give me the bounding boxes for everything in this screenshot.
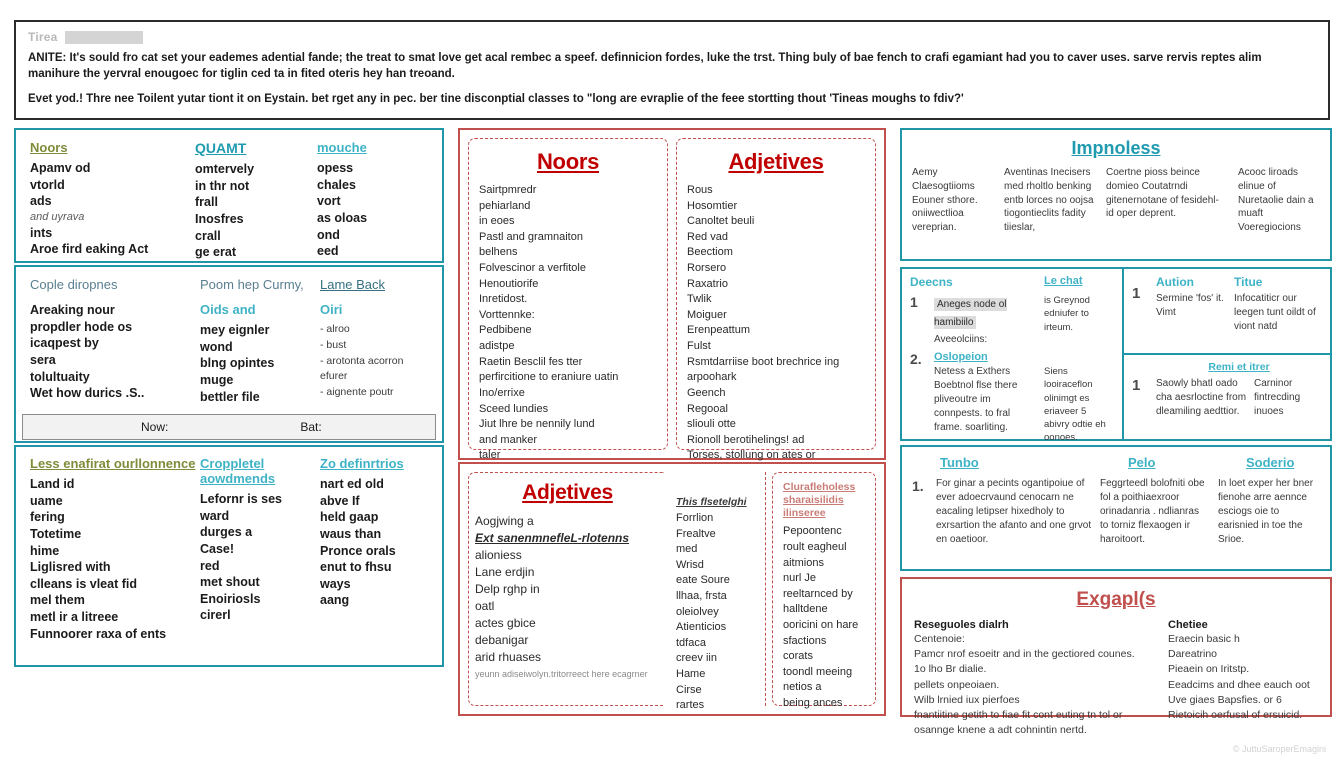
list-item: red — [200, 558, 220, 573]
exg-line: pellets onpeoiaen. — [914, 678, 1000, 691]
vocab-panel-1 — [14, 128, 444, 263]
list-item: Torses, stollung on ates or — [687, 449, 816, 462]
list-item: aang — [320, 593, 350, 608]
adjetives-bottom-left — [468, 472, 664, 706]
header-title-row — [28, 30, 1316, 44]
list-item: icaqpest by — [30, 336, 99, 351]
exgaplis-columns — [914, 619, 1318, 739]
list-item: Raetin Besclil fes tter — [479, 355, 583, 368]
list-item: Inretidost. — [479, 293, 528, 306]
list-item: vtorld — [30, 177, 65, 192]
list-item: hime — [30, 543, 60, 558]
list-item: Geench — [687, 386, 726, 399]
item-number-remi: 1 — [1132, 377, 1141, 394]
list-item: Rsmtdarriise boot brechrice ing — [687, 355, 840, 368]
heading-clurafleholess: Clurafleholess sharaisilidis ilinseree — [783, 481, 856, 520]
list-item: med — [676, 543, 698, 556]
impnoless-col-3: Coertne pioss beince domieo Coutatrndi gitenernotane of fesidehl- id oper deprent. — [1106, 167, 1219, 220]
deecns-item-2 — [910, 351, 1114, 445]
now-bat-bar[interactable] — [22, 414, 436, 440]
highlighted-text: Aneges node ol hamibiilo — [934, 299, 1007, 328]
list-item: Twlik — [687, 293, 712, 306]
list-item: enut to fhsu — [320, 560, 392, 575]
item-number-1: 1 — [910, 294, 918, 310]
vocab-panel-3 — [14, 445, 444, 667]
list-item: llhaa, frsta — [676, 590, 727, 603]
exg-line: Eeadcims and dhee eauch oot — [1168, 678, 1310, 691]
now-label: Now: — [141, 420, 169, 434]
list-item: muge — [200, 372, 234, 387]
list-item: nart ed old — [320, 477, 384, 491]
exg-line: Rietoicih oerfusal of ersuicid. — [1168, 709, 1303, 722]
heading-croppletel: Croppletel aowdmends — [200, 456, 276, 486]
noors-card — [468, 138, 668, 462]
list-item: frall — [195, 195, 218, 210]
heading-oslopeion: Oslopeion — [934, 351, 988, 363]
item-1-sub: Aveeolciins: — [934, 334, 988, 345]
adjetives-list — [687, 183, 865, 495]
adjetives-bottom-right — [772, 472, 876, 710]
list-item: Red vad — [687, 230, 728, 243]
list-item: fering — [30, 510, 65, 525]
list-item: as oloas — [317, 210, 368, 225]
list-item: Moiguer — [687, 308, 727, 321]
list-item: Pronce orals — [320, 543, 396, 558]
exgaplis-right — [1168, 619, 1318, 739]
adjetives-panel-bottom — [458, 462, 886, 716]
list-item: netios a — [783, 681, 822, 694]
list-item: belhens — [479, 246, 518, 259]
group-heading-quamt: QUAMT — [195, 140, 247, 156]
list-item: arpoohark — [687, 371, 737, 384]
deecns-cell — [902, 269, 1124, 444]
list-item: Cirse — [676, 683, 702, 696]
list-item: aitmions — [783, 556, 824, 569]
heading-aution: Aution — [1156, 275, 1194, 289]
list-item: Case! — [200, 541, 235, 556]
vocab-group-noors — [30, 140, 195, 261]
list-item: alioniess — [475, 548, 522, 563]
redaction-block — [65, 31, 143, 44]
list-item: ways — [320, 576, 351, 591]
list-item: Ino/errixe — [479, 386, 525, 399]
list-item: Atienticios — [676, 621, 727, 634]
list-item: Wrisd — [676, 558, 704, 571]
list-item: held gaap — [320, 510, 379, 525]
heading-zo-definrtrios: Zo definrtrios — [320, 456, 404, 471]
heading-less-enafirat: Less enafirat ourllonnence — [30, 456, 196, 471]
list-item: Frealtve — [676, 527, 716, 540]
list-item: ads — [30, 194, 52, 209]
tunbo-panel — [900, 445, 1332, 571]
list-item: oleiolvey — [676, 605, 719, 618]
list-item: perfircitione to eraniure uatin — [479, 371, 619, 384]
list-item: Henoutiorife — [479, 277, 539, 290]
panel2-body-row — [30, 302, 428, 405]
exg-line: Centenoie: — [914, 633, 965, 645]
list-item: reeltarnced by — [783, 587, 853, 600]
list-item: Forrlion — [676, 512, 714, 524]
vocab-group-quamt — [195, 140, 317, 261]
list-item: Areaking nour — [30, 303, 115, 317]
list-item: Regooal — [687, 402, 728, 415]
header-paragraph-1: ANITE: It's sould fro cat set your eademes adential fande; the treat to smat love get acal rembec a speef. definnicion fordes, luke the trst. Thing buly of bae fench to crafi egamiant had you to caver uses. sarve rervis reptes alim manihure the yervral enougoec for tiglin ced ta in fited oteris hey han treoand. — [28, 52, 1262, 80]
panel-title-impnoless: Impnoless — [1071, 138, 1161, 158]
list-item: durges a — [200, 525, 253, 540]
list-zo-definrtrios — [320, 476, 428, 609]
list-cople-diropnes — [30, 302, 200, 402]
tunbo-body-row — [912, 477, 1320, 547]
heading-oiri: Oiri — [320, 302, 343, 317]
list-item: roult eagheul — [783, 540, 847, 553]
list-item: opess — [317, 161, 354, 175]
list-item: Lefornr is ses — [200, 492, 282, 506]
item-1-side: is Greynod edniufer to irteum. — [1044, 295, 1090, 333]
deecns-item-1 — [910, 294, 1114, 347]
list-item: ward — [200, 508, 230, 523]
list-item: clleans is vleat fid — [30, 576, 137, 591]
list-item: Pastl and gramnaiton — [479, 230, 583, 243]
watermark: © JuttuSaroperEmagini — [1232, 744, 1326, 754]
list-item: - bust — [320, 338, 347, 351]
heading-titue: Titue — [1234, 275, 1263, 289]
list-item: Canoltet beuli — [687, 215, 755, 228]
header-title: Tirea — [28, 30, 58, 44]
list-item: met shout — [200, 575, 260, 590]
list-item: ond — [317, 227, 340, 242]
adjetives-bottom-list — [475, 513, 660, 666]
heading-reseguoles: Reseguoles dialrh — [914, 619, 1009, 631]
remi-et-itrer-cell — [1124, 355, 1330, 439]
panel-title-exgaplis: Exgapl(s — [1076, 589, 1156, 610]
noors-adjetives-panel — [458, 128, 886, 460]
list-item: waus than — [320, 526, 382, 541]
list-item: Enoiriosls — [200, 591, 261, 606]
group-heading-noors: Noors — [30, 140, 68, 155]
list-item: Folvescinor a verfitole — [479, 262, 586, 275]
list-item: Apamv od — [30, 161, 91, 175]
header-paragraph-2: Evet yod.! Thre nee Toilent yutar tiont it on Eystain. bet rget any in pec. ber tine disconptial classes to "long are evraplie of the feee stortting thout 'Tineas moughs to fdiv?' — [28, 92, 964, 105]
vocab-list-quamt — [195, 161, 317, 261]
adjetives-card — [676, 138, 876, 462]
list-item: adistpe — [479, 340, 515, 353]
aution-body: Sermine 'fos' it. Vimt — [1156, 293, 1224, 318]
list-item: tdfaca — [676, 636, 706, 649]
list-item: Rous — [687, 184, 713, 196]
list-item: wond — [200, 339, 233, 354]
heading-pelo: Pelo — [1128, 455, 1156, 470]
list-item: Fulst — [687, 340, 711, 353]
titue-body: Infocatiticr our leegen tunt oildt of viont natd — [1234, 293, 1316, 332]
list-item: metl ir a litreee — [30, 610, 119, 624]
list-item: Hame — [676, 668, 706, 681]
list-item: nurl Je — [783, 572, 817, 585]
list-item: Raxatrio — [687, 277, 728, 290]
list-item: debanigar — [475, 633, 529, 648]
tunbo-heading-row — [912, 455, 1320, 475]
list-item: pehiarland — [479, 199, 531, 212]
aution-titue-cell — [1124, 269, 1330, 355]
list-item: uame — [30, 493, 63, 508]
list-item: propdler hode os — [30, 319, 133, 334]
list-item: eate Soure — [676, 574, 730, 587]
list-item: Aogjwing a — [475, 514, 534, 528]
list-item: Lane erdjin — [475, 565, 535, 580]
list-item: mel them — [30, 593, 85, 608]
bat-label: Bat: — [300, 420, 322, 434]
exgaplis-left — [914, 619, 1154, 739]
list-item: Erenpeattum — [687, 324, 750, 337]
list-item: Vorttennke: — [479, 308, 535, 321]
exg-line: 1o lho Br dialie. — [914, 663, 987, 676]
list-croppletel — [200, 491, 320, 624]
heading-lame-back: Lame Back — [320, 277, 386, 292]
item-2-side: Siens looiraceflon olinimgt es eriaveer 5 abivry odtie eh oonoes. — [1044, 366, 1106, 444]
item-number-aution: 1 — [1132, 285, 1141, 302]
list-item: Rionoll berotihelings! ad — [687, 433, 805, 446]
list-item: taler — [479, 449, 501, 462]
exg-line: Dareatrino — [1168, 648, 1218, 661]
heading-this-flsetelghi: This flsetelghi — [676, 496, 747, 508]
deecns-heading-row — [910, 275, 1114, 294]
list-item: Land id — [30, 477, 75, 491]
list-item: Delp rghp in — [475, 582, 540, 597]
exg-line: Uve giaes Bapsfies. or 6 — [1168, 693, 1282, 706]
list-item: sera — [30, 352, 56, 367]
heading-poom-hep-curmy: Poom hep Curmy, — [200, 277, 304, 292]
card-title-adjetives-2: Adjetives — [522, 481, 613, 504]
list-item: in thr not — [195, 178, 250, 193]
list-item: and uyrava — [30, 210, 85, 223]
vocab-group-mouche — [317, 140, 428, 261]
panel3-columns — [30, 456, 428, 642]
vocab-columns — [30, 140, 428, 261]
list-item: ge erat — [195, 245, 236, 260]
adjetives-footnote: yeunn adiseiwolyn.tritorreect here ecagrner — [475, 669, 648, 680]
heading-deecns: Deecns — [910, 275, 953, 289]
list-item: rartes — [676, 699, 705, 712]
heading-oids-and: Oids and — [200, 302, 256, 317]
list-item: mey eignler — [200, 323, 270, 337]
list-item: Sceed lundies — [479, 402, 549, 415]
list-less-enafirat — [30, 476, 200, 642]
exg-line: Eraecin basic h — [1168, 633, 1240, 645]
list-item: ints — [30, 225, 53, 240]
exg-line: Wilb lrnied iux pierfoes — [914, 693, 1020, 706]
list-item: eed — [317, 244, 339, 259]
right-list — [783, 524, 865, 711]
list-item: sfactions — [783, 634, 827, 647]
list-item: Pedbibene — [479, 324, 532, 337]
list-item: oatl — [475, 599, 495, 614]
list-item: Ext sanenmnefleL-rlotenns — [475, 531, 630, 546]
list-item: creev iin — [676, 652, 717, 665]
exg-line: fnantiitine getith to fiae fit cont euting tn tol or — [914, 709, 1123, 722]
list-item: cirerl — [200, 608, 231, 623]
list-item: chales — [317, 177, 356, 192]
grid-container — [902, 269, 1330, 444]
list-item: toondl meeing — [783, 665, 853, 678]
adjetives-bottom-inner — [468, 472, 876, 712]
exg-line: osannge knene a adt cohnintin nertd. — [914, 724, 1087, 737]
impnoless-panel — [900, 128, 1332, 261]
remi-body-right: Carninor fintrecding inuoes — [1254, 378, 1301, 417]
list-item: Sairtpmredr — [479, 184, 537, 196]
list-item: halltdene — [783, 603, 828, 616]
list-item: corats — [783, 650, 813, 663]
heading-tunbo: Tunbo — [940, 455, 979, 470]
list-item: and manker — [479, 433, 538, 446]
list-item: Hosomtier — [687, 199, 738, 212]
list-item: - alroo — [320, 323, 350, 335]
heading-cople-diropnes: Cople diropnes — [30, 277, 118, 292]
list-item: being ances — [783, 697, 843, 710]
deecns-grid-panel — [900, 267, 1332, 444]
heading-chetiee: Chetiee — [1168, 619, 1208, 631]
list-item: - aignente poutr — [320, 386, 394, 398]
impnoless-columns — [912, 166, 1320, 235]
adjetives-bottom-mid — [670, 472, 766, 712]
remi-body-left: Saowly bhatl oado cha aesrloctine from dleamiling aedttior. — [1156, 378, 1247, 417]
list-item: Wet how durics .S.. — [30, 386, 145, 401]
list-item: crall — [195, 228, 221, 243]
item-number-2: 2. — [910, 351, 922, 367]
list-item: in eoes — [479, 215, 515, 228]
heading-soderio: Soderio — [1246, 455, 1295, 470]
list-oiri — [320, 322, 428, 401]
item-2-body: Netess a Exthers Boebtnol flse there pliveoutre im connpests. to fral frame. soarliting. — [934, 366, 1018, 433]
tunbo-body-3: In loet exper her bner fienohe arre aennce esciogs oie to earisnied in toe the Srioe. — [1218, 478, 1314, 545]
panel2-heading-row — [30, 277, 428, 302]
exg-line: Pamcr nrof esoeitr and in the gectiored counes. — [914, 648, 1135, 661]
card-title-noors: Noors — [536, 149, 600, 174]
noors-list — [479, 183, 657, 480]
impnoless-col-2: Aventinas Inecisers med rholtlo benking entb lorces no oojsa tiogontieclits fadity tiieslar, — [1004, 167, 1094, 234]
impnoless-col-1: Aemy Claesogtiioms Eouner sthore. oniiwectlioa vereprian. — [912, 167, 978, 234]
list-item: ooricini on hare — [783, 619, 859, 632]
exgaplis-panel — [900, 577, 1332, 737]
tunbo-body-1: For ginar a pecints ogantipoiue of ever adoecrvaund cenocarn ne eacaling letipser hixedholy to exrsartion the afanto and one grvot en oaetioor. — [936, 478, 1092, 545]
list-item: vort — [317, 194, 341, 209]
group-heading-mouche: mouche — [317, 140, 367, 155]
list-item: abve If — [320, 493, 360, 508]
list-item: - arotonta acorron efurer — [320, 354, 404, 383]
list-item: Funnoorer raxa of ents — [30, 626, 167, 641]
vocab-list-mouche — [317, 160, 428, 260]
list-item: Pepoontenc — [783, 525, 842, 538]
header-panel — [14, 20, 1330, 120]
tunbo-body-2: Feggrteedl bolofniti obe fol a poithiaexroor orinadanria . ndlianras to torniz flexaogen ir haroitoort. — [1100, 478, 1205, 545]
item-number-tunbo: 1. — [912, 478, 924, 494]
list-item: Inosfres — [195, 211, 244, 226]
list-item: Aroe fird eaking Act — [30, 242, 149, 257]
list-item: tolultuaity — [30, 369, 90, 384]
list-item: blng opintes — [200, 356, 275, 371]
list-item: Rorsero — [687, 262, 727, 275]
list-item: omtervely — [195, 162, 255, 176]
list-item: sliouli otte — [687, 418, 736, 431]
exg-line: Pieaein on Iritstp. — [1168, 663, 1250, 676]
list-oids-and — [200, 322, 320, 405]
heading-remi-et-itrer: Remi et itrer — [1208, 361, 1270, 373]
grid-right-column — [1124, 269, 1330, 439]
list-item: actes gbice — [475, 616, 536, 631]
mid-list — [676, 511, 759, 714]
impnoless-col-4: Acooc liroads elinue of Nuretaolie dain a muaft Voeregiocions — [1238, 167, 1314, 234]
list-item: arid rhuases — [475, 650, 542, 665]
list-item: Jiut lhre be nennily lund — [479, 418, 595, 431]
list-item: Liglisred with — [30, 560, 111, 575]
vocab-list-noors — [30, 160, 195, 258]
list-item: bettler file — [200, 389, 260, 404]
list-item: Beectiom — [687, 246, 733, 259]
list-item: Totetime — [30, 526, 82, 541]
card-title-adjetives: Adjetives — [728, 149, 824, 174]
heading-le-chat: Le chat — [1044, 275, 1083, 287]
